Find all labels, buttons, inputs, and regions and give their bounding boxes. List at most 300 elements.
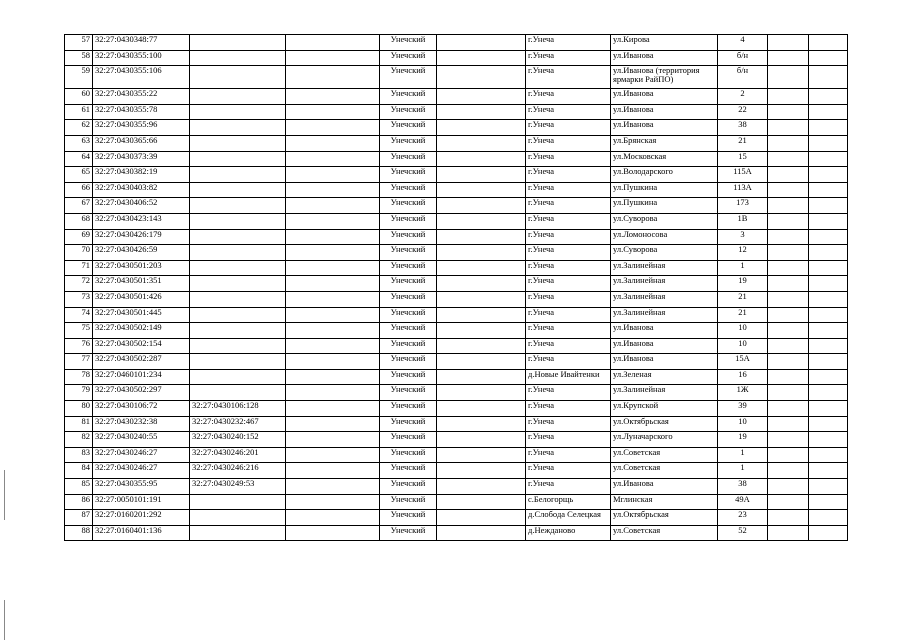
empty-cell xyxy=(809,245,848,261)
house-number: б/н xyxy=(718,66,768,89)
locality-name: г.Унеча xyxy=(526,463,611,479)
empty-cell xyxy=(768,416,809,432)
scan-edge-mark xyxy=(4,600,5,640)
street-name: ул.Брянская xyxy=(611,135,718,151)
empty-cell xyxy=(286,385,380,401)
empty-cell xyxy=(768,120,809,136)
empty-cell xyxy=(286,167,380,183)
empty-cell xyxy=(286,229,380,245)
empty-cell xyxy=(768,510,809,526)
empty-cell xyxy=(286,307,380,323)
table-row xyxy=(65,66,848,89)
house-number: 38 xyxy=(718,479,768,495)
street-name: ул.Октябрьская xyxy=(611,510,718,526)
street-name: Мглинская xyxy=(611,494,718,510)
empty-cell xyxy=(809,260,848,276)
empty-cell xyxy=(437,66,526,89)
street-name: ул.Залинейная xyxy=(611,291,718,307)
linked-cadastral-number xyxy=(190,494,286,510)
linked-cadastral-number xyxy=(190,120,286,136)
empty-cell xyxy=(809,416,848,432)
cadastral-number: 32:27:0430355:22 xyxy=(93,89,190,105)
row-number: 82 xyxy=(65,432,93,448)
cadastral-number: 32:27:0430246:27 xyxy=(93,447,190,463)
empty-cell xyxy=(809,323,848,339)
row-number: 88 xyxy=(65,525,93,541)
district-name: Унечский xyxy=(380,307,437,323)
cadastral-number: 32:27:0430348:77 xyxy=(93,35,190,51)
linked-cadastral-number xyxy=(190,323,286,339)
empty-cell xyxy=(809,385,848,401)
table-row xyxy=(65,291,848,307)
empty-cell xyxy=(286,50,380,66)
cadastral-number: 32:27:0430501:445 xyxy=(93,307,190,323)
empty-cell xyxy=(286,291,380,307)
street-name: ул.Иванова xyxy=(611,89,718,105)
linked-cadastral-number xyxy=(190,354,286,370)
row-number: 80 xyxy=(65,401,93,417)
table-row xyxy=(65,416,848,432)
house-number: 21 xyxy=(718,291,768,307)
street-name: ул.Советская xyxy=(611,463,718,479)
property-register-table xyxy=(64,34,848,541)
street-name: ул.Залинейная xyxy=(611,307,718,323)
empty-cell xyxy=(437,229,526,245)
street-name: ул.Залинейная xyxy=(611,385,718,401)
district-name: Унечский xyxy=(380,401,437,417)
table-row xyxy=(65,369,848,385)
scan-edge-mark xyxy=(4,470,5,520)
row-number: 75 xyxy=(65,323,93,339)
district-name: Унечский xyxy=(380,120,437,136)
empty-cell xyxy=(768,135,809,151)
empty-cell xyxy=(437,385,526,401)
empty-cell xyxy=(768,323,809,339)
table-row xyxy=(65,50,848,66)
cadastral-number: 32:27:0430232:38 xyxy=(93,416,190,432)
empty-cell xyxy=(286,104,380,120)
linked-cadastral-number: 32:27:0430249:53 xyxy=(190,479,286,495)
house-number: 1 xyxy=(718,463,768,479)
district-name: Унечский xyxy=(380,167,437,183)
cadastral-number: 32:27:0160201:292 xyxy=(93,510,190,526)
district-name: Унечский xyxy=(380,463,437,479)
row-number: 64 xyxy=(65,151,93,167)
house-number: 39 xyxy=(718,401,768,417)
empty-cell xyxy=(286,338,380,354)
table-row xyxy=(65,35,848,51)
table-row xyxy=(65,151,848,167)
cadastral-number: 32:27:0430423:143 xyxy=(93,213,190,229)
linked-cadastral-number xyxy=(190,229,286,245)
house-number: 173 xyxy=(718,198,768,214)
empty-cell xyxy=(286,213,380,229)
empty-cell xyxy=(768,354,809,370)
row-number: 68 xyxy=(65,213,93,229)
street-name: ул.Зеленая xyxy=(611,369,718,385)
linked-cadastral-number xyxy=(190,89,286,105)
empty-cell xyxy=(286,369,380,385)
street-name: ул.Крупской xyxy=(611,401,718,417)
row-number: 70 xyxy=(65,245,93,261)
row-number: 58 xyxy=(65,50,93,66)
empty-cell xyxy=(286,151,380,167)
empty-cell xyxy=(437,354,526,370)
district-name: Унечский xyxy=(380,198,437,214)
empty-cell xyxy=(768,385,809,401)
cadastral-number: 32:27:0160401:136 xyxy=(93,525,190,541)
table-row xyxy=(65,479,848,495)
empty-cell xyxy=(809,167,848,183)
empty-cell xyxy=(286,245,380,261)
locality-name: г.Унеча xyxy=(526,307,611,323)
cadastral-number: 32:27:0430502:149 xyxy=(93,323,190,339)
empty-cell xyxy=(809,276,848,292)
district-name: Унечский xyxy=(380,416,437,432)
row-number: 85 xyxy=(65,479,93,495)
cadastral-number: 32:27:0430426:179 xyxy=(93,229,190,245)
empty-cell xyxy=(437,494,526,510)
empty-cell xyxy=(286,463,380,479)
table-row xyxy=(65,510,848,526)
district-name: Унечский xyxy=(380,50,437,66)
table-row xyxy=(65,213,848,229)
table-row xyxy=(65,307,848,323)
empty-cell xyxy=(286,35,380,51)
street-name: ул.Иванова xyxy=(611,479,718,495)
empty-cell xyxy=(437,276,526,292)
cadastral-number: 32:27:0430355:95 xyxy=(93,479,190,495)
empty-cell xyxy=(437,104,526,120)
empty-cell xyxy=(286,135,380,151)
district-name: Унечский xyxy=(380,104,437,120)
locality-name: г.Унеча xyxy=(526,35,611,51)
row-number: 62 xyxy=(65,120,93,136)
district-name: Унечский xyxy=(380,245,437,261)
table-row xyxy=(65,260,848,276)
empty-cell xyxy=(286,260,380,276)
empty-cell xyxy=(437,307,526,323)
row-number: 83 xyxy=(65,447,93,463)
empty-cell xyxy=(768,104,809,120)
locality-name: г.Унеча xyxy=(526,260,611,276)
house-number: 113А xyxy=(718,182,768,198)
district-name: Унечский xyxy=(380,213,437,229)
district-name: Унечский xyxy=(380,338,437,354)
empty-cell xyxy=(768,525,809,541)
linked-cadastral-number xyxy=(190,66,286,89)
empty-cell xyxy=(809,120,848,136)
empty-cell xyxy=(768,401,809,417)
empty-cell xyxy=(768,447,809,463)
empty-cell xyxy=(768,167,809,183)
linked-cadastral-number xyxy=(190,213,286,229)
empty-cell xyxy=(809,50,848,66)
table-row xyxy=(65,432,848,448)
table-row xyxy=(65,120,848,136)
house-number: 49А xyxy=(718,494,768,510)
house-number: б/н xyxy=(718,50,768,66)
empty-cell xyxy=(437,89,526,105)
linked-cadastral-number xyxy=(190,525,286,541)
empty-cell xyxy=(286,432,380,448)
street-name: ул.Московская xyxy=(611,151,718,167)
district-name: Унечский xyxy=(380,525,437,541)
row-number: 61 xyxy=(65,104,93,120)
empty-cell xyxy=(437,182,526,198)
empty-cell xyxy=(437,338,526,354)
empty-cell xyxy=(809,198,848,214)
empty-cell xyxy=(809,369,848,385)
locality-name: г.Унеча xyxy=(526,229,611,245)
empty-cell xyxy=(437,463,526,479)
table-row xyxy=(65,89,848,105)
house-number: 1 xyxy=(718,260,768,276)
cadastral-number: 32:27:0430382:19 xyxy=(93,167,190,183)
table-row xyxy=(65,182,848,198)
row-number: 81 xyxy=(65,416,93,432)
empty-cell xyxy=(768,494,809,510)
cadastral-number: 32:27:0430240:55 xyxy=(93,432,190,448)
empty-cell xyxy=(286,401,380,417)
empty-cell xyxy=(768,229,809,245)
locality-name: г.Унеча xyxy=(526,213,611,229)
row-number: 60 xyxy=(65,89,93,105)
linked-cadastral-number xyxy=(190,151,286,167)
empty-cell xyxy=(809,510,848,526)
district-name: Унечский xyxy=(380,229,437,245)
empty-cell xyxy=(437,120,526,136)
street-name: ул.Суворова xyxy=(611,213,718,229)
district-name: Унечский xyxy=(380,135,437,151)
locality-name: д.Нежданово xyxy=(526,525,611,541)
linked-cadastral-number xyxy=(190,245,286,261)
locality-name: г.Унеча xyxy=(526,89,611,105)
row-number: 59 xyxy=(65,66,93,89)
linked-cadastral-number xyxy=(190,510,286,526)
empty-cell xyxy=(809,525,848,541)
cadastral-number: 32:27:0430355:100 xyxy=(93,50,190,66)
locality-name: г.Унеча xyxy=(526,104,611,120)
empty-cell xyxy=(768,479,809,495)
linked-cadastral-number xyxy=(190,182,286,198)
locality-name: д.Новые Ивайтенки xyxy=(526,369,611,385)
cadastral-number: 32:27:0430355:96 xyxy=(93,120,190,136)
street-name: ул.Октябрьская xyxy=(611,416,718,432)
empty-cell xyxy=(286,525,380,541)
cadastral-number: 32:27:0430355:78 xyxy=(93,104,190,120)
empty-cell xyxy=(809,338,848,354)
street-name: ул.Иванова xyxy=(611,323,718,339)
linked-cadastral-number xyxy=(190,369,286,385)
district-name: Унечский xyxy=(380,369,437,385)
empty-cell xyxy=(437,291,526,307)
empty-cell xyxy=(809,213,848,229)
district-name: Унечский xyxy=(380,151,437,167)
empty-cell xyxy=(768,198,809,214)
cadastral-number: 32:27:0430355:106 xyxy=(93,66,190,89)
empty-cell xyxy=(768,432,809,448)
empty-cell xyxy=(768,66,809,89)
house-number: 10 xyxy=(718,416,768,432)
house-number: 15 xyxy=(718,151,768,167)
row-number: 86 xyxy=(65,494,93,510)
house-number: 3 xyxy=(718,229,768,245)
locality-name: г.Унеча xyxy=(526,291,611,307)
empty-cell xyxy=(768,291,809,307)
empty-cell xyxy=(809,151,848,167)
empty-cell xyxy=(809,463,848,479)
empty-cell xyxy=(768,307,809,323)
street-name: ул.Залинейная xyxy=(611,276,718,292)
house-number: 21 xyxy=(718,135,768,151)
street-name: ул.Пушкина xyxy=(611,198,718,214)
locality-name: с.Белогорщь xyxy=(526,494,611,510)
empty-cell xyxy=(286,182,380,198)
empty-cell xyxy=(809,291,848,307)
empty-cell xyxy=(768,463,809,479)
house-number: 115А xyxy=(718,167,768,183)
district-name: Унечский xyxy=(380,291,437,307)
locality-name: г.Унеча xyxy=(526,385,611,401)
row-number: 69 xyxy=(65,229,93,245)
district-name: Унечский xyxy=(380,385,437,401)
empty-cell xyxy=(437,151,526,167)
street-name: ул.Кирова xyxy=(611,35,718,51)
empty-cell xyxy=(437,260,526,276)
house-number: 2 xyxy=(718,89,768,105)
linked-cadastral-number: 32:27:0430246:216 xyxy=(190,463,286,479)
cadastral-number: 32:27:0430501:351 xyxy=(93,276,190,292)
linked-cadastral-number xyxy=(190,35,286,51)
linked-cadastral-number: 32:27:0430240:152 xyxy=(190,432,286,448)
empty-cell xyxy=(768,182,809,198)
district-name: Унечский xyxy=(380,66,437,89)
empty-cell xyxy=(437,401,526,417)
linked-cadastral-number xyxy=(190,385,286,401)
street-name: ул.Ломоносова xyxy=(611,229,718,245)
locality-name: г.Унеча xyxy=(526,198,611,214)
table-row xyxy=(65,135,848,151)
table-row xyxy=(65,338,848,354)
cadastral-number: 32:27:0460101:234 xyxy=(93,369,190,385)
empty-cell xyxy=(286,66,380,89)
row-number: 74 xyxy=(65,307,93,323)
empty-cell xyxy=(768,50,809,66)
empty-cell xyxy=(809,354,848,370)
locality-name: г.Унеча xyxy=(526,401,611,417)
street-name: ул.Залинейная xyxy=(611,260,718,276)
table-row xyxy=(65,245,848,261)
empty-cell xyxy=(286,198,380,214)
empty-cell xyxy=(809,229,848,245)
linked-cadastral-number xyxy=(190,198,286,214)
cadastral-number: 32:27:0430365:66 xyxy=(93,135,190,151)
empty-cell xyxy=(437,167,526,183)
house-number: 1Ж xyxy=(718,385,768,401)
row-number: 67 xyxy=(65,198,93,214)
locality-name: г.Унеча xyxy=(526,276,611,292)
locality-name: г.Унеча xyxy=(526,182,611,198)
house-number: 23 xyxy=(718,510,768,526)
table-row xyxy=(65,167,848,183)
district-name: Унечский xyxy=(380,35,437,51)
empty-cell xyxy=(768,35,809,51)
linked-cadastral-number xyxy=(190,167,286,183)
linked-cadastral-number: 32:27:0430232:467 xyxy=(190,416,286,432)
empty-cell xyxy=(768,369,809,385)
row-number: 87 xyxy=(65,510,93,526)
street-name: ул.Советская xyxy=(611,447,718,463)
district-name: Унечский xyxy=(380,89,437,105)
cadastral-number: 32:27:0430373:39 xyxy=(93,151,190,167)
locality-name: г.Унеча xyxy=(526,416,611,432)
empty-cell xyxy=(768,245,809,261)
empty-cell xyxy=(437,447,526,463)
street-name: ул.Иванова xyxy=(611,50,718,66)
linked-cadastral-number xyxy=(190,135,286,151)
table-row xyxy=(65,463,848,479)
table-row xyxy=(65,525,848,541)
row-number: 76 xyxy=(65,338,93,354)
cadastral-number: 32:27:0050101:191 xyxy=(93,494,190,510)
empty-cell xyxy=(286,510,380,526)
house-number: 1В xyxy=(718,213,768,229)
linked-cadastral-number xyxy=(190,260,286,276)
row-number: 57 xyxy=(65,35,93,51)
cadastral-number: 32:27:0430502:287 xyxy=(93,354,190,370)
district-name: Унечский xyxy=(380,494,437,510)
row-number: 72 xyxy=(65,276,93,292)
house-number: 10 xyxy=(718,338,768,354)
empty-cell xyxy=(437,432,526,448)
table-row xyxy=(65,354,848,370)
locality-name: г.Унеча xyxy=(526,50,611,66)
empty-cell xyxy=(809,35,848,51)
linked-cadastral-number: 32:27:0430106:128 xyxy=(190,401,286,417)
empty-cell xyxy=(768,151,809,167)
locality-name: г.Унеча xyxy=(526,245,611,261)
empty-cell xyxy=(437,416,526,432)
empty-cell xyxy=(437,35,526,51)
locality-name: г.Унеча xyxy=(526,354,611,370)
district-name: Унечский xyxy=(380,510,437,526)
empty-cell xyxy=(286,276,380,292)
street-name: ул.Луначарского xyxy=(611,432,718,448)
district-name: Унечский xyxy=(380,354,437,370)
linked-cadastral-number xyxy=(190,307,286,323)
house-number: 22 xyxy=(718,104,768,120)
locality-name: г.Унеча xyxy=(526,151,611,167)
house-number: 12 xyxy=(718,245,768,261)
row-number: 79 xyxy=(65,385,93,401)
empty-cell xyxy=(768,89,809,105)
empty-cell xyxy=(286,354,380,370)
table-row xyxy=(65,385,848,401)
district-name: Унечский xyxy=(380,479,437,495)
house-number: 38 xyxy=(718,120,768,136)
district-name: Унечский xyxy=(380,432,437,448)
empty-cell xyxy=(809,89,848,105)
street-name: ул.Иванова xyxy=(611,104,718,120)
district-name: Унечский xyxy=(380,323,437,339)
street-name: ул.Иванова (территория ярмарки РайПО) xyxy=(611,66,718,89)
empty-cell xyxy=(809,307,848,323)
empty-cell xyxy=(286,416,380,432)
cadastral-number: 32:27:0430106:72 xyxy=(93,401,190,417)
house-number: 52 xyxy=(718,525,768,541)
table-row xyxy=(65,323,848,339)
